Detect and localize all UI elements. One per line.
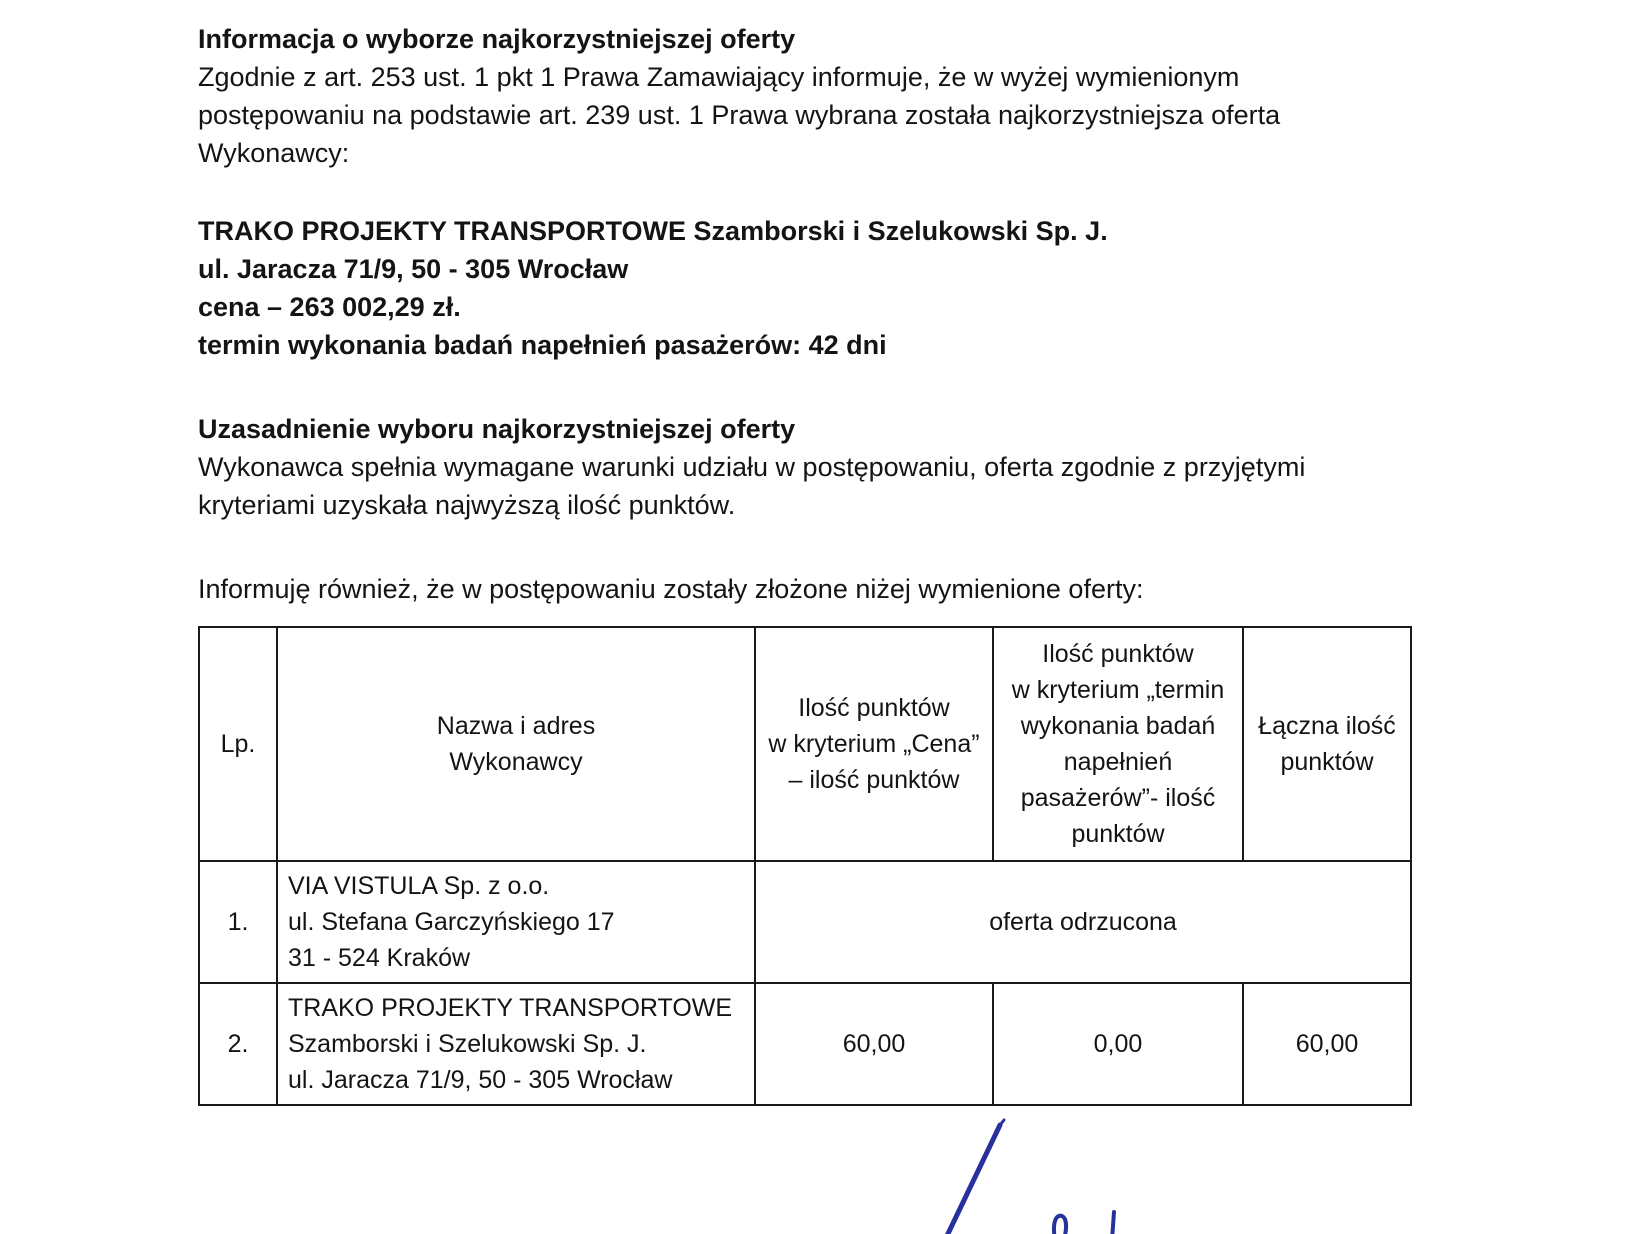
table-row xyxy=(199,983,1411,1105)
header-name-line-1: Nazwa i adres xyxy=(436,712,596,740)
justification-heading: Uzasadnienie wyboru najkorzystniejszej oferty xyxy=(198,414,796,444)
header-cena-line-2: w kryterium „Cena” xyxy=(768,730,980,758)
offers-table xyxy=(198,626,1412,1106)
table-header-row xyxy=(199,627,1411,861)
offers-intro: Informuję również, że w postępowaniu zostały złożone niżej wymienione oferty: xyxy=(198,574,1144,604)
justification-body-line-2: kryteriami uzyskała najwyższą ilość punktów. xyxy=(198,490,736,520)
header-lp: Lp. xyxy=(199,627,277,861)
justification-body-line-1: Wykonawca spełnia wymagane warunki udziału w postępowaniu, oferta zgodnie z przyjętymi xyxy=(198,452,1306,482)
signature-mark xyxy=(900,1090,1320,1234)
winner-term: termin wykonania badań napełnień pasażerów: 42 dni xyxy=(198,330,887,360)
row-1-name-line-3: 31 - 524 Kraków xyxy=(288,944,471,972)
selection-body-line-3: Wykonawcy: xyxy=(198,138,350,168)
header-sum-line-2: punktów xyxy=(1280,748,1374,776)
header-termin-line-1: Ilość punktów xyxy=(1042,640,1194,668)
document-content xyxy=(198,20,1410,1106)
header-criterion-cena xyxy=(755,627,993,861)
winner-address: ul. Jaracza 71/9, 50 - 305 Wrocław xyxy=(198,254,629,284)
row-1-name xyxy=(277,861,755,983)
winner-name: TRAKO PROJEKTY TRANSPORTOWE Szamborski i Szelukowski Sp. J. xyxy=(198,216,1108,246)
header-name xyxy=(277,627,755,861)
winner-price: cena – 263 002,29 zł. xyxy=(198,292,461,322)
selection-body-line-1: Zgodnie z art. 253 ust. 1 pkt 1 Prawa Zamawiający informuje, że w wyżej wymienionym xyxy=(198,62,1240,92)
header-termin-line-6: punktów xyxy=(1071,820,1165,848)
row-2-name-line-3: ul. Jaracza 71/9, 50 - 305 Wrocław xyxy=(288,1066,673,1094)
row-2-name-line-2: Szamborski i Szelukowski Sp. J. xyxy=(288,1030,647,1058)
spacer xyxy=(198,524,1410,570)
header-cena-line-1: Ilość punktów xyxy=(798,694,950,722)
row-2-cena-points: 60,00 xyxy=(755,983,993,1105)
spacer xyxy=(198,172,1410,212)
header-total-points xyxy=(1243,627,1411,861)
header-termin-line-4: napełnień xyxy=(1063,748,1173,776)
row-1-status: oferta odrzucona xyxy=(755,861,1411,983)
header-criterion-termin xyxy=(993,627,1243,861)
header-termin-line-2: w kryterium „termin xyxy=(1011,676,1225,704)
row-2-termin-points: 0,00 xyxy=(993,983,1243,1105)
row-2-name xyxy=(277,983,755,1105)
selection-body-line-2: postępowaniu na podstawie art. 239 ust. 1 Prawa wybrana została najkorzystniejsza oferta xyxy=(198,100,1281,130)
header-termin-line-5: pasażerów”- ilość xyxy=(1020,784,1216,812)
row-1-name-line-2: ul. Stefana Garczyńskiego 17 xyxy=(288,908,615,936)
header-sum-line-1: Łączna ilość xyxy=(1258,712,1396,740)
row-2-name-line-1: TRAKO PROJEKTY TRANSPORTOWE xyxy=(288,994,733,1022)
header-name-line-2: Wykonawcy xyxy=(449,748,583,776)
selection-heading: Informacja o wyborze najkorzystniejszej oferty xyxy=(198,24,796,54)
spacer xyxy=(198,364,1410,410)
row-2-lp: 2. xyxy=(199,983,277,1105)
table-row xyxy=(199,861,1411,983)
row-1-name-line-1: VIA VISTULA Sp. z o.o. xyxy=(288,872,550,900)
row-1-lp: 1. xyxy=(199,861,277,983)
row-2-total-points: 60,00 xyxy=(1243,983,1411,1105)
header-cena-line-3: – ilość punktów xyxy=(788,766,960,794)
header-termin-line-3: wykonania badań xyxy=(1020,712,1216,740)
